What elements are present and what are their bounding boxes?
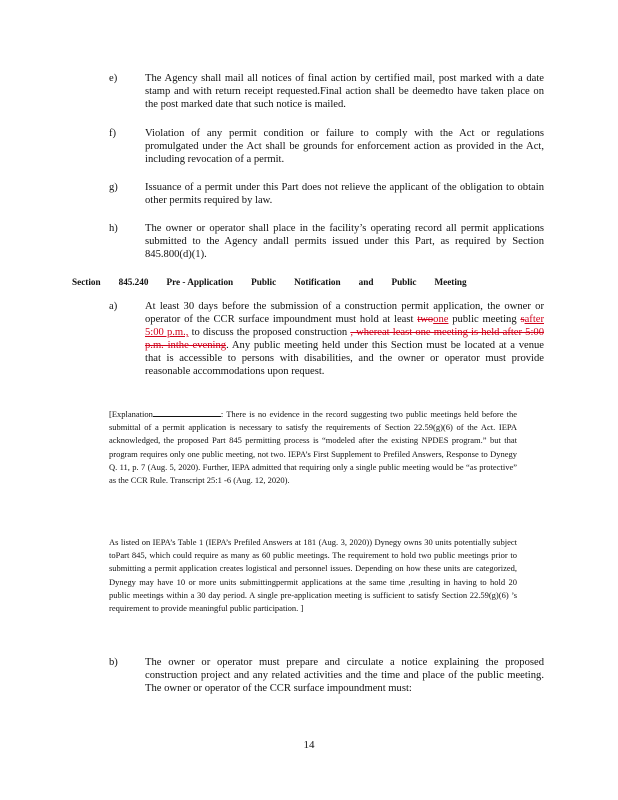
item-a-text-2: public meeting bbox=[448, 314, 521, 325]
item-a-text-4: . Any public meeting held under this Section must be located at a venue that is accessible to persons with disabilities, and the owner or operator must provide reasonable accommodations upon request. bbox=[145, 340, 544, 377]
section-heading bbox=[72, 277, 485, 287]
explanation-underline bbox=[153, 416, 221, 417]
item-e-text: The Agency shall mail all notices of final action by certified mail, post marked with a date stamp and with return receipt requested.Final action shall be deemedto have taken place on the post marked date that such notice is mailed. bbox=[145, 73, 544, 110]
item-e-label: e) bbox=[109, 73, 118, 84]
item-b-label: b) bbox=[109, 657, 118, 668]
deleted-text: , whereat least one meeting is held after 5:00 p.m. inthe evening bbox=[145, 327, 544, 351]
deleted-text: s bbox=[520, 314, 525, 325]
item-a-text bbox=[145, 300, 544, 378]
item-h-text: The owner or operator shall place in the facility’s operating record all permit applications submitted to the Agency andall permits issued under this Part, as required by Section 845.800(d)(1). bbox=[145, 223, 544, 260]
explanation-text-2: As listed on IEPA’s Table 1 (IEPA’s Prefiled Answers at 181 (Aug. 3, 2020)) Dynegy owns 30 units potentially subject toPart 845, which could require as many as 60 public meetings. The requirement to hold two public meetings prior to submitting a permit application creates logistical and personnel issues. Depending on how these units are categorized, Dynegy may have 10 or more units submittingpermit applications at the same time ,resulting in having to hold 20 public meetings within a 30 day period. A single pre-application meeting is sufficient to satisfy Section 22.59(g)(6) ’s requirement to provide meaningful public participation. bbox=[109, 537, 517, 614]
item-h-label: h) bbox=[109, 223, 118, 234]
item-b-text: The owner or operator must prepare and circulate a notice explaining the proposed construction project and any related activities and the time and place of the public meeting. The owner or operator of the CCR surface impoundment must: bbox=[145, 657, 544, 694]
explanation-text-1: : There is no evidence in the record suggesting two public meetings held before the submittal of a permit application is necessary to satisfy the requirements of Section 22.59(g)(6) of the Act. IEPA acknowledged, the proposed Part 845 permitting process is “modeled after the existing NPDES program.” but that program requires only one public meeting, not two. IEPA’s First Supplement to Prefiled Answers, Response to Dynegy Q. 11, p. 7 (Aug. 5, 2020). Further, IEPA admitted that requiring only a single public meeting would be “as protective” as the CCR Rule. Transcript 25:1 -6 (Aug. 12, 2020). bbox=[109, 409, 517, 486]
item-g-text: Issuance of a permit under this Part does not relieve the applicant of the obligation to obtain other permits required by law. bbox=[145, 182, 544, 206]
explanation-paragraph-2 bbox=[109, 536, 517, 615]
section-title-word: Public bbox=[391, 277, 417, 287]
inserted-text: after 5:00 p.m., bbox=[145, 314, 544, 338]
deleted-text: two bbox=[417, 314, 434, 325]
item-f-text: Violation of any permit condition or failure to comply with the Act or regulations promulgated under the Act shall be grounds for enforcement action as provided in the Act, including revocation of a permit. bbox=[145, 128, 544, 165]
item-a-text-1: At least 30 days before the submission of a construction permit application, the owner or operator of the CCR surface impoundment must hold at least bbox=[145, 301, 544, 325]
section-title-word: Pre - Application bbox=[166, 277, 234, 287]
item-a-label: a) bbox=[109, 301, 118, 312]
item-f-label: f) bbox=[109, 128, 117, 139]
section-number: 845.240 bbox=[118, 277, 149, 287]
section-title-word: Public bbox=[251, 277, 277, 287]
explanation-end: ] bbox=[300, 603, 304, 614]
section-title-word: Meeting bbox=[434, 277, 467, 287]
page-number: 14 bbox=[303, 739, 315, 751]
explanation-paragraph-1 bbox=[109, 408, 517, 487]
item-a-text-3: to discuss the proposed construction bbox=[188, 327, 351, 338]
item-g-label: g) bbox=[109, 182, 118, 193]
section-title-word: Notification bbox=[294, 277, 341, 287]
explanation-head: [Explanation bbox=[109, 409, 153, 419]
section-label: Section bbox=[72, 277, 101, 287]
inserted-text: one bbox=[433, 314, 449, 325]
section-title-word: and bbox=[358, 277, 374, 287]
